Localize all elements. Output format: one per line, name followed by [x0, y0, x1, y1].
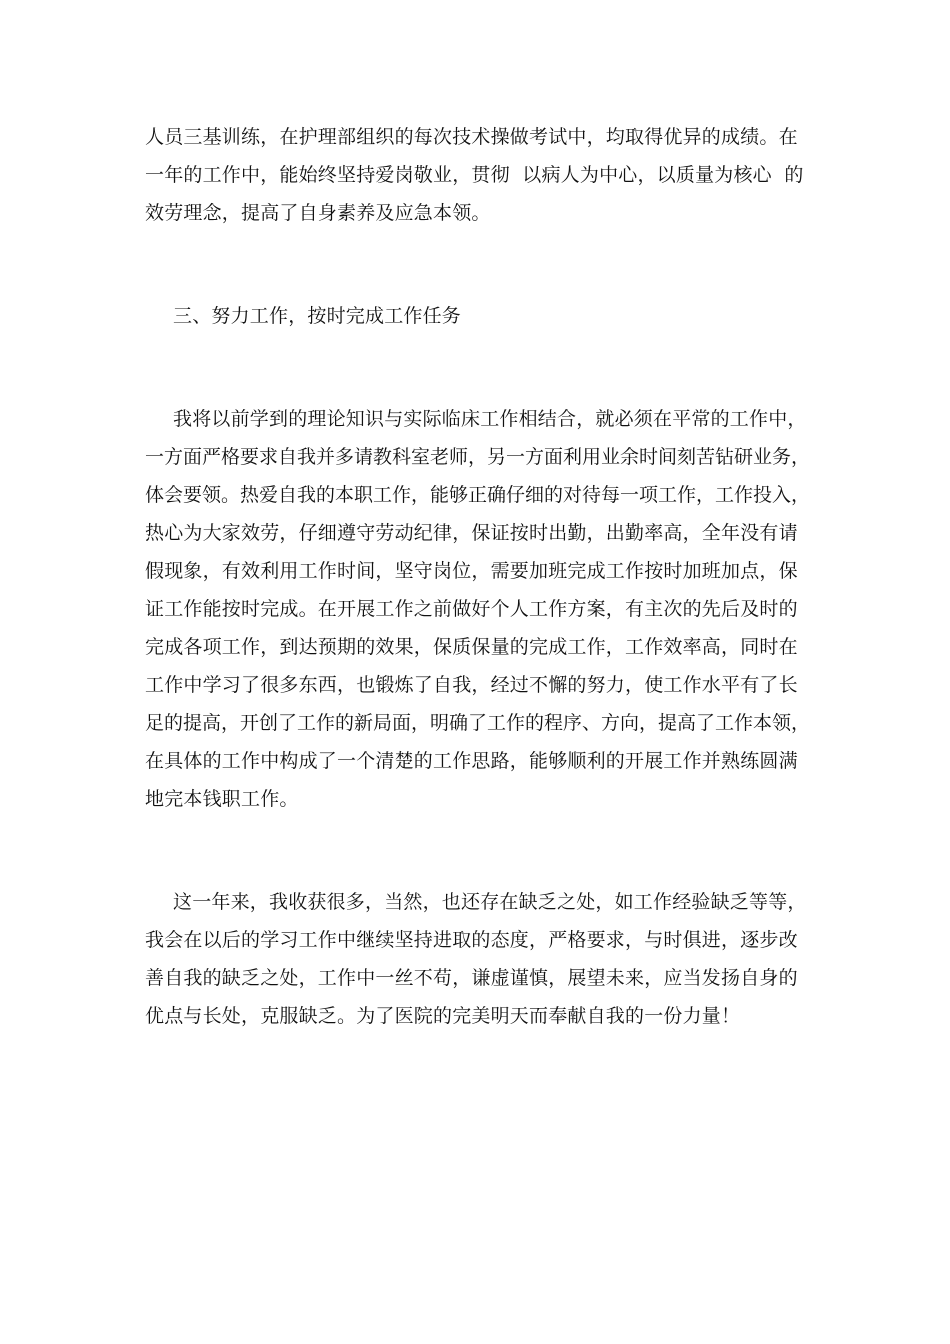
- paragraph-1-line-3: 效劳理念，提高了自身素养及应急本领。: [145, 202, 491, 224]
- paragraph-2-line-1: 我将以前学到的理论知识与实际临床工作相结合，就必须在平常的工作中，: [173, 408, 807, 430]
- paragraph-1-line-1: 人员三基训练，在护理部组织的每次技术操做考试中，均取得优异的成绩。在: [145, 126, 798, 148]
- paragraph-3-line-2: 我会在以后的学习工作中继续坚持进取的态度，严格要求，与时俱进，逐步改: [145, 929, 798, 951]
- paragraph-1-line-2: 一年的工作中，能始终坚持爱岗敬业，贯彻 以病人为中心，以质量为核心 的: [145, 164, 804, 186]
- paragraph-2-line-7: 完成各项工作，到达预期的效果，保质保量的完成工作，工作效率高，同时在: [145, 636, 798, 658]
- paragraph-3-line-3: 善自我的缺乏之处，工作中一丝不苟，谦虚谨慎，展望未来，应当发扬自身的: [145, 967, 798, 989]
- paragraph-2-line-11: 地完本钱职工作。: [145, 788, 299, 810]
- paragraph-2-line-8: 工作中学习了很多东西，也锻炼了自我，经过不懈的努力，使工作水平有了长: [145, 674, 798, 696]
- paragraph-3-line-4: 优点与长处，克服缺乏。为了医院的完美明天而奉献自我的一份力量！: [145, 1005, 741, 1027]
- paragraph-2-line-5: 假现象，有效利用工作时间，坚守岗位，需要加班完成工作按时加班加点，保: [145, 560, 798, 582]
- paragraph-2-line-4: 热心为大家效劳，仔细遵守劳动纪律，保证按时出勤，出勤率高，全年没有请: [145, 522, 798, 544]
- paragraph-2-line-3: 体会要领。热爱自我的本职工作，能够正确仔细的对待每一项工作，工作投入，: [145, 484, 811, 506]
- section-heading: 三、努力工作，按时完成工作任务: [173, 305, 462, 327]
- paragraph-3-line-1: 这一年来，我收获很多，当然，也还存在缺乏之处，如工作经验缺乏等等，: [173, 891, 807, 913]
- paragraph-2-line-10: 在具体的工作中构成了一个清楚的工作思路，能够顺利的开展工作并熟练圆满: [145, 750, 798, 772]
- paragraph-2-line-9: 足的提高，开创了工作的新局面，明确了工作的程序、方向，提高了工作本领，: [145, 712, 811, 734]
- paragraph-2-line-6: 证工作能按时完成。在开展工作之前做好个人工作方案，有主次的先后及时的: [145, 598, 798, 620]
- paragraph-2-line-2: 一方面严格要求自我并多请教科室老师，另一方面利用业余时间刻苦钻研业务，: [145, 446, 811, 468]
